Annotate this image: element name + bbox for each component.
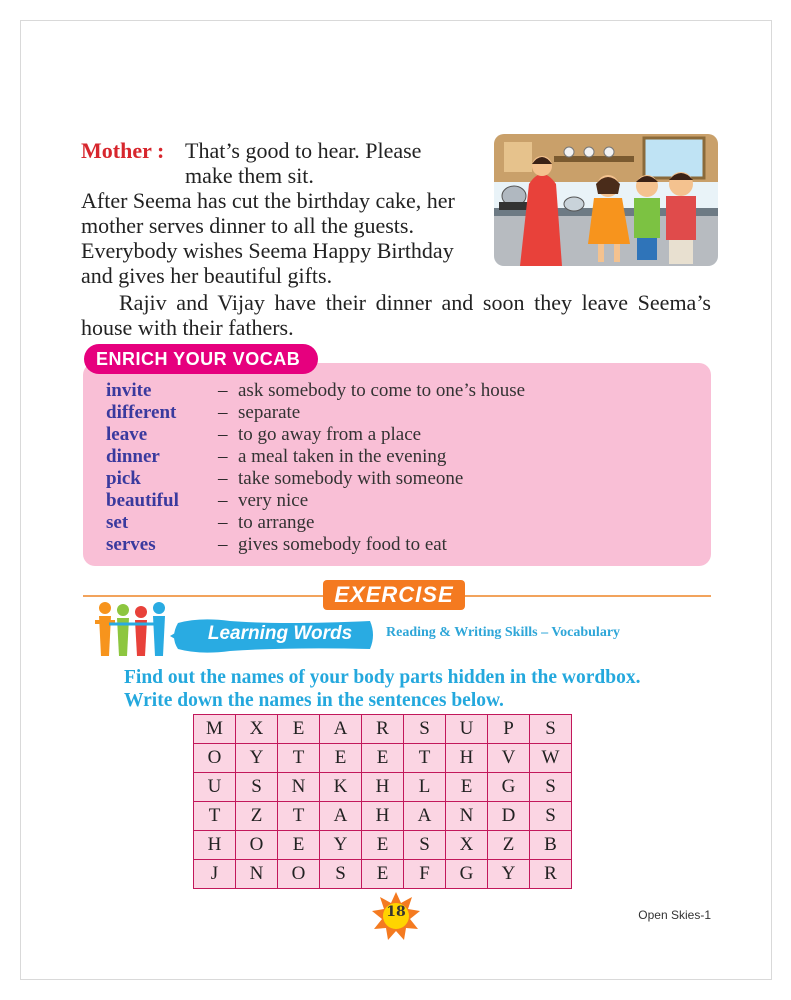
wordbox-cell: A	[404, 802, 446, 831]
wordbox-cell: F	[404, 860, 446, 889]
story-line-4: and gives her beautiful gifts.	[81, 263, 333, 288]
wordbox-cell: O	[278, 860, 320, 889]
wordbox-cell: E	[320, 744, 362, 773]
vocab-word: beautiful	[106, 490, 179, 511]
vocab-meaning: to arrange	[238, 512, 315, 533]
wordbox-cell: H	[194, 831, 236, 860]
wordbox-cell: V	[488, 744, 530, 773]
wordbox-cell: Y	[236, 744, 278, 773]
wordbox-row	[194, 773, 572, 802]
vocab-list	[106, 380, 525, 556]
wordbox-cell: R	[362, 715, 404, 744]
vocab-meaning: a meal taken in the evening	[238, 446, 447, 467]
vocab-item	[106, 446, 525, 468]
vocab-dash: –	[218, 424, 228, 445]
wordbox-row	[194, 715, 572, 744]
wordbox-cell: E	[278, 831, 320, 860]
wordbox-cell: S	[530, 715, 572, 744]
wordbox-cell: T	[404, 744, 446, 773]
exercise-instructions	[124, 666, 640, 712]
wordbox-cell: S	[320, 860, 362, 889]
wordbox-cell: T	[278, 802, 320, 831]
wordbox-cell: S	[530, 773, 572, 802]
wordbox-cell: N	[278, 773, 320, 802]
wordbox-cell: G	[446, 860, 488, 889]
wordbox-cell: S	[404, 715, 446, 744]
wordbox-cell: P	[488, 715, 530, 744]
vocab-meaning: very nice	[238, 490, 309, 511]
vocab-item	[106, 468, 525, 490]
wordbox-cell: E	[362, 831, 404, 860]
wordbox-cell: T	[194, 802, 236, 831]
wordbox-cell: A	[320, 715, 362, 744]
vocab-item	[106, 424, 525, 446]
wordbox-cell: H	[362, 802, 404, 831]
vocab-item	[106, 534, 525, 556]
wordbox-cell: Y	[488, 860, 530, 889]
wordbox-row	[194, 744, 572, 773]
speaker-label: Mother :	[81, 138, 165, 163]
vocab-item	[106, 512, 525, 534]
wordbox-row	[194, 802, 572, 831]
vocab-meaning: ask somebody to come to one’s house	[238, 380, 526, 401]
vocab-meaning: take somebody with someone	[238, 468, 464, 489]
instruction-line-1: Find out the names of your body parts hidden in the wordbox.	[124, 667, 641, 688]
wordbox-cell: O	[236, 831, 278, 860]
wordbox-cell: S	[404, 831, 446, 860]
wordbox-cell: N	[236, 860, 278, 889]
story-line-3: Everybody wishes Seema Happy Birthday	[81, 238, 454, 263]
wordbox-cell: K	[320, 773, 362, 802]
wordbox-cell: E	[446, 773, 488, 802]
wordbox-cell: N	[446, 802, 488, 831]
wordbox-row	[194, 860, 572, 889]
wordbox-cell: X	[446, 831, 488, 860]
wordbox-cell: E	[362, 860, 404, 889]
wordbox-cell: J	[194, 860, 236, 889]
wordbox-cell: Z	[488, 831, 530, 860]
wordbox-cell: B	[530, 831, 572, 860]
wordbox-cell: A	[320, 802, 362, 831]
story-line-2: mother serves dinner to all the guests.	[81, 213, 414, 238]
wordbox-cell: S	[236, 773, 278, 802]
vocab-word: leave	[106, 424, 148, 445]
vocab-item	[106, 490, 525, 512]
wordbox-cell: M	[194, 715, 236, 744]
vocab-dash: –	[218, 512, 228, 533]
kitchen-illustration	[494, 134, 718, 266]
wordbox-cell: G	[488, 773, 530, 802]
wordbox-cell: O	[194, 744, 236, 773]
wordbox-grid	[193, 714, 572, 889]
vocab-dash: –	[218, 490, 228, 511]
wordbox-cell: Z	[236, 802, 278, 831]
wordbox-row	[194, 831, 572, 860]
vocab-word: dinner	[106, 446, 160, 467]
vocab-item	[106, 402, 525, 424]
wordbox-cell: L	[404, 773, 446, 802]
vocab-meaning: gives somebody food to eat	[238, 534, 447, 555]
vocab-word: set	[106, 512, 129, 533]
vocab-dash: –	[218, 446, 228, 467]
wordbox-cell: R	[530, 860, 572, 889]
vocab-word: different	[106, 402, 177, 423]
wordbox-cell: X	[236, 715, 278, 744]
wordbox-cell: E	[362, 744, 404, 773]
book-series: Open Skies-1	[638, 908, 711, 922]
wordbox-cell: E	[278, 715, 320, 744]
vocab-word: serves	[106, 534, 156, 555]
instruction-line-2: Write down the names in the sentences below.	[124, 690, 504, 711]
skills-subtitle: Reading & Writing Skills – Vocabulary	[386, 625, 621, 640]
people-group-icon	[95, 600, 171, 658]
vocab-item	[106, 380, 525, 402]
dialogue-line	[81, 138, 486, 163]
vocab-meaning: separate	[238, 402, 301, 423]
wordbox-cell: S	[530, 802, 572, 831]
story-paragraph-2: Rajiv and Vijay have their dinner and soon they leave Seema’s house with their fathers.	[81, 290, 711, 340]
wordbox-cell: H	[362, 773, 404, 802]
page-number: 18	[386, 904, 406, 920]
vocab-word: pick	[106, 468, 141, 489]
vocab-dash: –	[218, 468, 228, 489]
wordbox-cell: T	[278, 744, 320, 773]
wordbox-cell: Y	[320, 831, 362, 860]
story-line-1: After Seema has cut the birthday cake, her	[81, 188, 455, 213]
vocab-dash: –	[218, 380, 228, 401]
wordbox-cell: U	[446, 715, 488, 744]
vocab-dash: –	[218, 402, 228, 423]
dialogue-text-1: That’s good to hear. Please	[185, 138, 422, 163]
vocab-word: invite	[106, 380, 152, 401]
wordbox-cell: H	[446, 744, 488, 773]
wordbox-cell: W	[530, 744, 572, 773]
exercise-label: EXERCISE	[323, 580, 465, 610]
vocab-title: ENRICH YOUR VOCAB	[84, 344, 318, 374]
dialogue-text-2: make them sit.	[185, 163, 314, 188]
vocab-dash: –	[218, 534, 228, 555]
learning-words-label: Learning Words	[207, 623, 353, 644]
vocab-meaning: to go away from a place	[238, 424, 422, 445]
wordbox-cell: D	[488, 802, 530, 831]
wordbox-cell: U	[194, 773, 236, 802]
